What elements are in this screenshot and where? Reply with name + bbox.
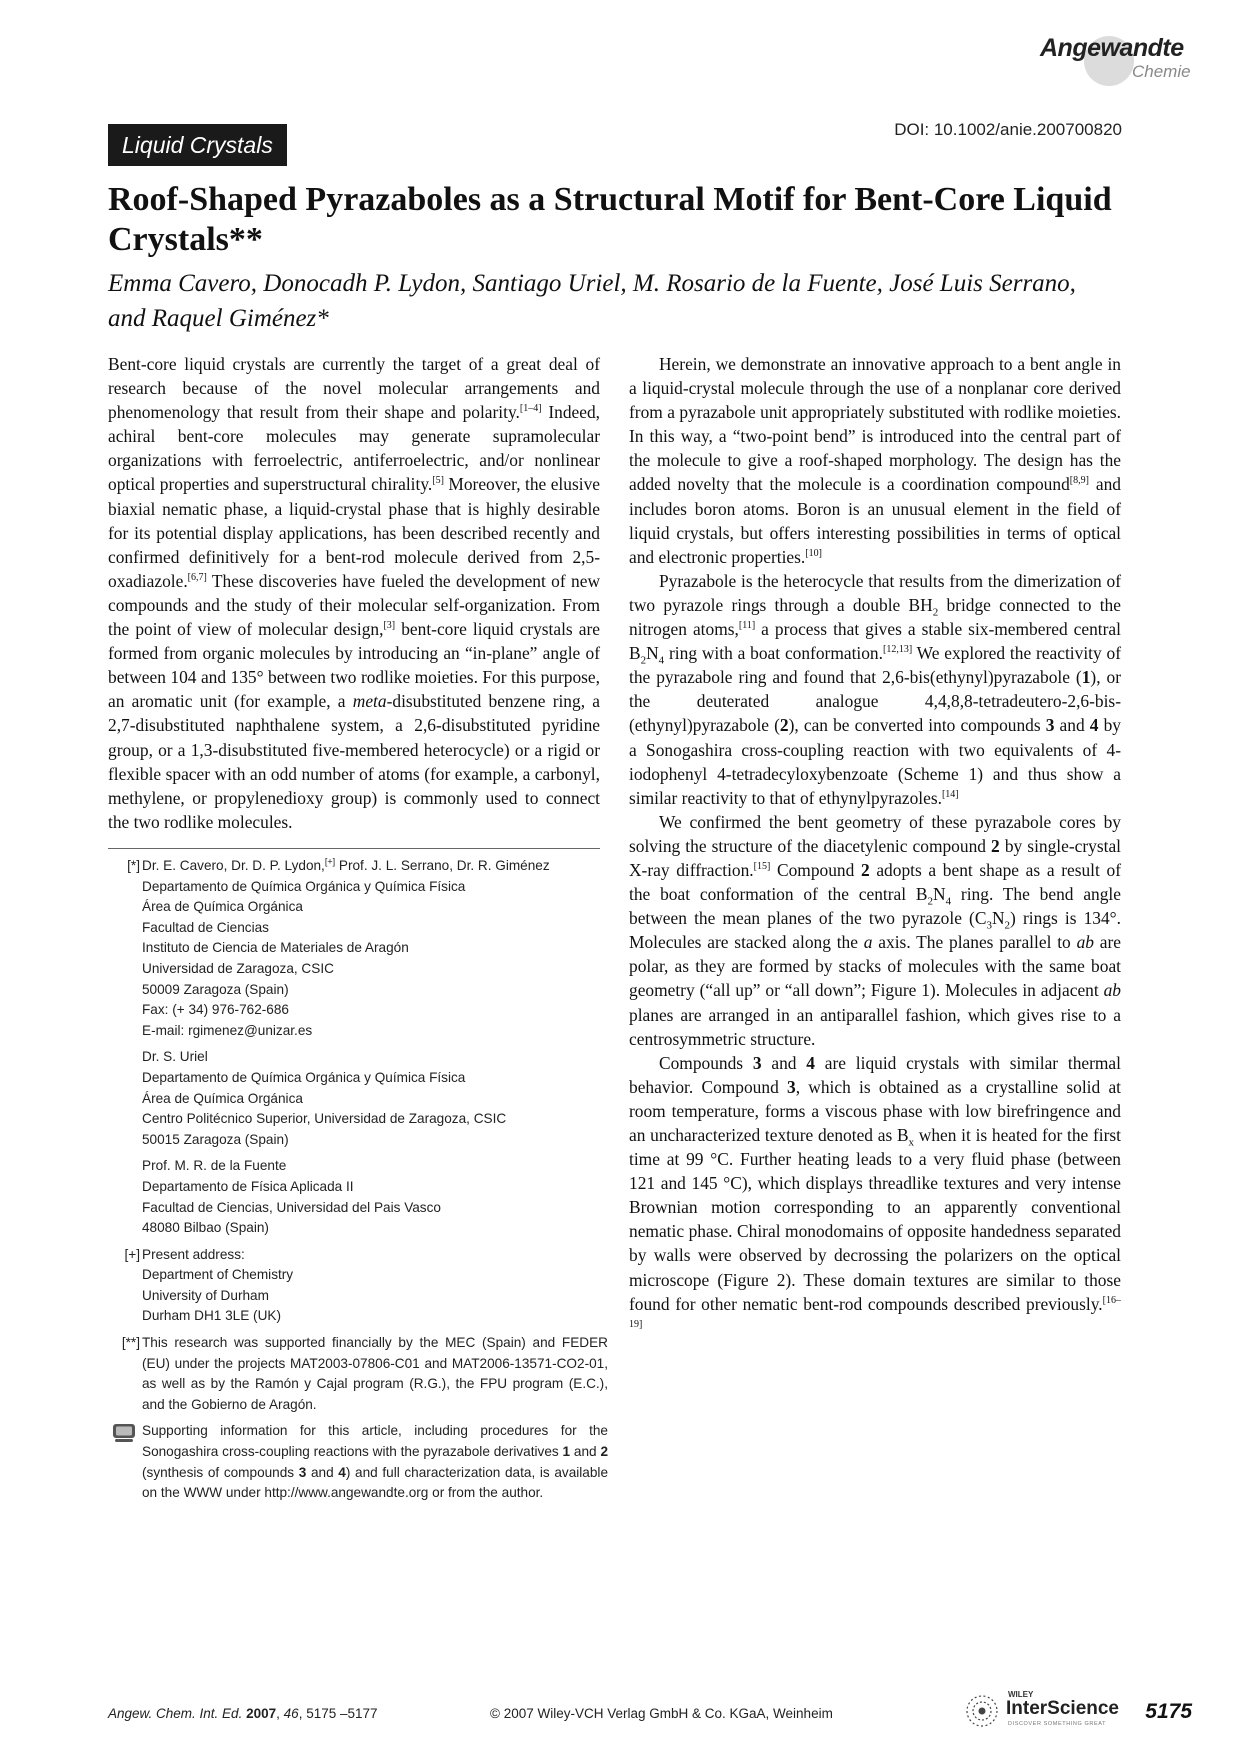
footnotes	[108, 856, 608, 1504]
footnote-funding: [**] This research was supported financially by the MEC (Spain) and FEDER (EU) under the projects MAT2003-07806-C01 and MAT2006-13571-CO2-01, as well as by the Ramón y Cajal program (R.G.), the FPU program (E.C.), and the Gobierno de Aragón.	[108, 1333, 608, 1415]
affiliation-line: Facultad de Ciencias	[142, 919, 269, 935]
affiliation-line: Centro Politécnico Superior, Universidad de Zaragoza, CSIC	[142, 1111, 507, 1127]
ref[interactable]: [12,13]	[882, 644, 913, 656]
paragraph-2: Herein, we demonstrate an innovative approach to a bent angle in a liquid-crystal molecule through the use of a nonplanar core derived from a pyrazabole unit appropriately substituted with rodlike moieties. In this way, a “two-point bend” is introduced into the central part of the molecule to give a roof-shaped morphology. The design has the added novelty that the molecule is a coordination compound[8,9] and includes boron atoms. Boron is an unusual element in the field of liquid crystals, but offers interesting possibilities in terms of optical and electronic properties.[10]	[629, 354, 1121, 567]
logo-word-angewandte: Angewandte	[1040, 34, 1184, 62]
ref[interactable]: [14]	[941, 788, 959, 800]
affiliation-line: Prof. M. R. de la Fuente	[142, 1158, 287, 1174]
paragraph-1: Bent-core liquid crystals are currently the target of a great deal of research because of the novel molecular arrangements and phenomenology that result from their shape and polarity.[1–4] Indeed, achiral bent-core molecules may generate supramolecular organizations with ferroelectric, antiferroelectric, and/or nonlinear optical properties and superstructural chirality.[5] Moreover, the elusive biaxial nematic phase, a liquid-crystal phase that is highly desirable for its potential display applications, has been described recently and confirmed definitively for a bent-rod molecule derived from 2,5-oxadiazole.[6,7] These discoveries have fueled the development of new compounds and the study of their molecular self-organization. From the point of view of molecular design,[3] bent-core liquid crystals are formed from organic molecules by introducing an “in-plane” angle of between 104 and 135° between two rodlike moieties. For this purpose, an aromatic unit (for example, a meta-disubstituted benzene ring, a 2,7-disubstituted naphthalene system, a 2,6-disubstituted pyridine group, or a 1,3-disubstituted five-membered heterocycle) or a rigid or flexible spacer with an odd number of atoms (for example, a carbonyl, methylene, or propylenedioxy group) is commonly used to connect the two rodlike molecules.	[108, 354, 601, 832]
citation: Angew. Chem. Int. Ed. 2007, 46, 5175 –5177	[108, 1706, 378, 1721]
paragraph-4: We confirmed the bent geometry of these pyrazabole cores by solving the structure of the diacetylenic compound 2 by single-crystal X-ray diffraction.[15] Compound 2 adopts a bent shape as a result of the boat conformation of the central $B_2N_4$ ring. The bend angle between the mean planes of the two pyrazole $(C_3N_2)$ rings is 134°. Molecules are stacked along the a axis. The planes parallel to ab are polar, as they are formed by stacks of molecules with the same boat geometry (“all up” or “all down”; Figure 1). Molecules in adjacent ab planes are arranged in an antiparallel fashion, which gives rise to a centrosymmetric structure.	[629, 811, 1121, 1049]
affiliation-line: Dr. S. Uriel	[142, 1049, 208, 1065]
affiliation-line: Departamento de Química Orgánica y Química Física	[142, 1069, 466, 1085]
ref[interactable]: [6,7]	[187, 572, 207, 584]
ref[interactable]: [10]	[805, 547, 822, 559]
interscience-logo: WILEY InterScience DISCOVER SOMETHING GREAT	[962, 1690, 1152, 1732]
affiliation-line: 50009 Zaragoza (Spain)	[142, 981, 289, 997]
footnote-present-address: [+] Present address: Department of Chemistry University of Durham Durham DH1 3LE (UK)	[108, 1245, 608, 1327]
fax-line: Fax: (+ 34) 976-762-686	[142, 1002, 289, 1018]
author-list	[108, 266, 1138, 336]
affiliation-line: Área de Química Orgánica	[142, 1090, 303, 1106]
ref[interactable]: [15]	[753, 861, 771, 873]
footnote-affiliations: [*] Dr. E. Cavero, Dr. D. P. Lydon,[+] Prof. J. L. Serrano, Dr. R. Giménez Departamento de Química Orgánica y Química Física Área de Química Orgánica Facultad de Ciencias Instituto de Ciencia de Materiales de Aragón Universidad de Zaragoza, CSIC 50009 Zaragoza (Spain) Fax: (+ 34) 976-762-686 E-mail: rgimenez@unizar.es Dr. S. Uriel Departamento de Química Orgánica y Química Física Área de Química Orgánica Centro Politécnico Superior, Universidad de Zaragoza, CSIC 50015 Zaragoza (Spain) Prof. M. R. de la Fuente Departamento de Física Aplicada II Facultad de Ciencias, Universidad del Pais Vasco 48080 Bilbao (Spain)	[108, 856, 608, 1239]
ref[interactable]: [8,9]	[1069, 475, 1089, 487]
footnote-divider	[108, 848, 600, 849]
doi[interactable]: DOI: 10.1002/anie.200700820	[894, 120, 1122, 139]
logo-word-chemie: Chemie	[1132, 62, 1191, 81]
affiliation-line: Facultad de Ciencias, Universidad del Pais Vasco	[142, 1199, 441, 1215]
affiliation-line: Departamento de Química Orgánica y Química Física	[142, 878, 466, 894]
affiliation-line: Universidad de Zaragoza, CSIC	[142, 960, 334, 976]
footnote-supporting-info: Supporting information for this article, including procedures for the Sonogashira cross-coupling reactions with the pyrazabole derivatives 1 and 2 (synthesis of compounds 3 and 4) and full characterization data, is available on the WWW under http://www.angewandte.org or from the author.	[108, 1421, 608, 1503]
article-title: Roof-Shaped Pyrazaboles as a Structural Motif for Bent-Core Liquid Crystals**	[108, 181, 1112, 258]
paragraph-5: Compounds 3 and 4 are liquid crystals with similar thermal behavior. Compound 3, which is obtained as a crystalline solid at room temperature, forms a viscous phase with low birefringence and an uncharacterized texture denoted as $B_x$ when it is heated for the first time at 99 °C. Further heating leads to a very fluid phase (between 121 and 145 °C), which displays threadlike textures and very intense Brownian motion corresponding to an apparently conventional nematic phase. Chiral monodomains of opposite handedness separated by walls were observed by decrossing the polarizers on the optical microscope (Figure 2). These domain textures are similar to those found for other nematic bent-rod compounds described previously.[16–19]	[629, 1052, 1121, 1330]
footnote-mark: [**]	[121, 1335, 140, 1351]
paragraph-3: Pyrazabole is the heterocycle that results from the dimerization of two pyrazole rings through a double $BH_2$ bridge connected to the nitrogen atoms,[11] a process that gives a stable six-membered central $B_2N_4$ ring with a boat conformation.[12,13] We explored the reactivity of the pyrazabole ring and found that 2,6-bis(ethynyl)pyrazabole (1), or the deuterated analogue 4,4,8,8-tetradeutero-2,6-bis-(ethynyl)pyrazabole (2), can be converted into compounds 3 and 4 by a Sonogashira cross-coupling reaction with two equivalents of 4-iodophenyl 4-tetradecyloxybenzoate (Scheme 1) and thus show a similar reactivity to that of ethynylpyrazoles.[14]	[629, 570, 1121, 808]
affiliation-line: Departamento de Física Aplicada II	[142, 1178, 354, 1194]
affiliation-line: Instituto de Ciencia de Materiales de Aragón	[142, 940, 409, 956]
body-column-right	[629, 352, 1121, 1340]
authors-line-1: Emma Cavero, Donocadh P. Lydon, Santiago Uriel, M. Rosario de la Fuente, José Luis Serrano,	[108, 270, 1076, 297]
interscience-globe-icon	[962, 1694, 1002, 1728]
email-link[interactable]: E-mail: rgimenez@unizar.es	[142, 1022, 313, 1038]
ref[interactable]: [1–4]	[519, 403, 542, 415]
section-tag: Liquid Crystals	[108, 124, 287, 166]
footnote-mark: [*]	[127, 858, 140, 873]
footnote-mark: [+]	[124, 1246, 140, 1262]
copyright: © 2007 Wiley-VCH Verlag GmbH & Co. KGaA, Weinheim	[490, 1706, 833, 1721]
ref[interactable]: [11]	[738, 620, 756, 632]
journal-logo	[1010, 28, 1210, 88]
body-column-left	[108, 352, 600, 834]
ref[interactable]: [16–19]	[629, 1294, 1121, 1330]
authors-line-2: and Raquel Giménez*	[108, 305, 329, 332]
affiliation-line: Área de Química Orgánica	[142, 899, 303, 915]
ref[interactable]: [3]	[383, 620, 396, 632]
affiliation-line: 50015 Zaragoza (Spain)	[142, 1131, 289, 1147]
affiliation-line: 48080 Bilbao (Spain)	[142, 1220, 269, 1236]
computer-icon	[112, 1423, 136, 1443]
ref[interactable]: [5]	[432, 475, 444, 487]
page-number: 5175	[1145, 1700, 1192, 1723]
